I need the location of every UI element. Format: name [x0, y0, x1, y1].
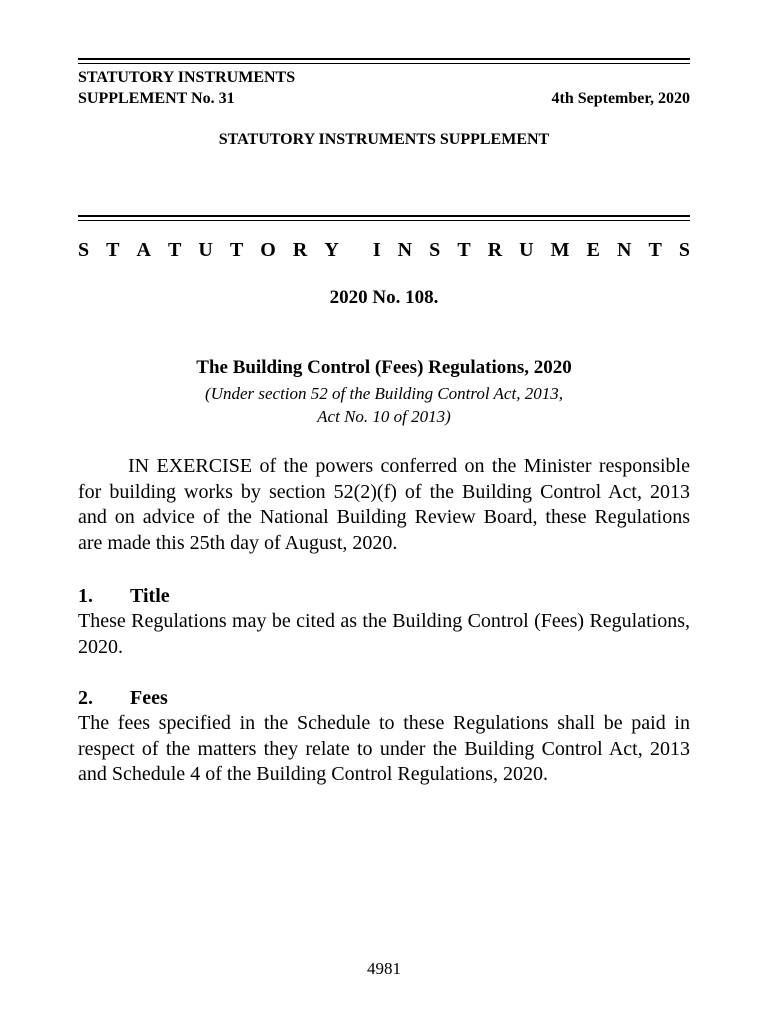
banner-letter: U [198, 238, 213, 261]
page-number: 4981 [367, 959, 401, 978]
banner-letter: T [457, 238, 471, 261]
banner-letter: T [229, 238, 244, 261]
banner-letter: R [487, 238, 503, 261]
banner-letter: I [372, 238, 381, 261]
preamble-paragraph: IN EXERCISE of the powers conferred on the Minister responsible for building works by section 52(2)(f) of the Building Control Act, 2013 and on advice of the National Building Review Board, these Regulations are made this 25th day of August, 2020. [78, 455, 690, 554]
section-number: 1. [78, 585, 93, 607]
header-date: 4th September, 2020 [551, 90, 690, 107]
regulation-enabling-act-line1: (Under section 52 of the Building Control Act, 2013, [205, 384, 563, 403]
section-title: Fees [130, 687, 168, 709]
banner-letter: S [78, 238, 90, 261]
banner-letter: E [586, 238, 600, 261]
section-heading [78, 584, 690, 609]
section-body: The fees specified in the Schedule to these Regulations shall be paid in respect of the matters they relate to under the Building Control Act, 2013 and Schedule 4 of the Building Control Regulations, 2020. [78, 712, 690, 785]
banner-letter: T [168, 238, 182, 261]
section-body: These Regulations may be cited as the Building Control (Fees) Regulations, 2020. [78, 610, 690, 658]
header-publication-name: STATUTORY INSTRUMENTS [78, 69, 296, 86]
banner-letter: N [397, 238, 413, 261]
header-bottom-rule [78, 215, 690, 221]
regulation-enabling-act-line2: Act No. 10 of 2013) [317, 407, 451, 426]
header-supplement-title: STATUTORY INSTRUMENTS SUPPLEMENT [218, 131, 550, 148]
statutory-instruments-banner [78, 236, 690, 264]
instrument-number: 2020 No. 108. [329, 287, 439, 308]
banner-letter: R [292, 238, 308, 261]
banner-letter: O [260, 238, 276, 261]
banner-letter: T [648, 238, 662, 261]
regulation-title: The Building Control (Fees) Regulations, 2020 [196, 357, 572, 378]
banner-letter: M [550, 238, 570, 261]
header-top-rule [78, 58, 690, 64]
banner-letter: U [519, 238, 534, 261]
banner-letter: N [616, 238, 632, 261]
section-heading [78, 686, 690, 711]
banner-letter: A [136, 238, 151, 261]
banner-letter: T [106, 238, 120, 261]
section-title: Title [130, 585, 170, 607]
section-number: 2. [78, 687, 93, 709]
banner-letter: S [678, 238, 690, 261]
banner-letter: S [429, 238, 441, 261]
banner-letter: Y [324, 238, 339, 261]
header-supplement-number: SUPPLEMENT No. 31 [78, 90, 235, 107]
document-page [78, 0, 690, 1024]
